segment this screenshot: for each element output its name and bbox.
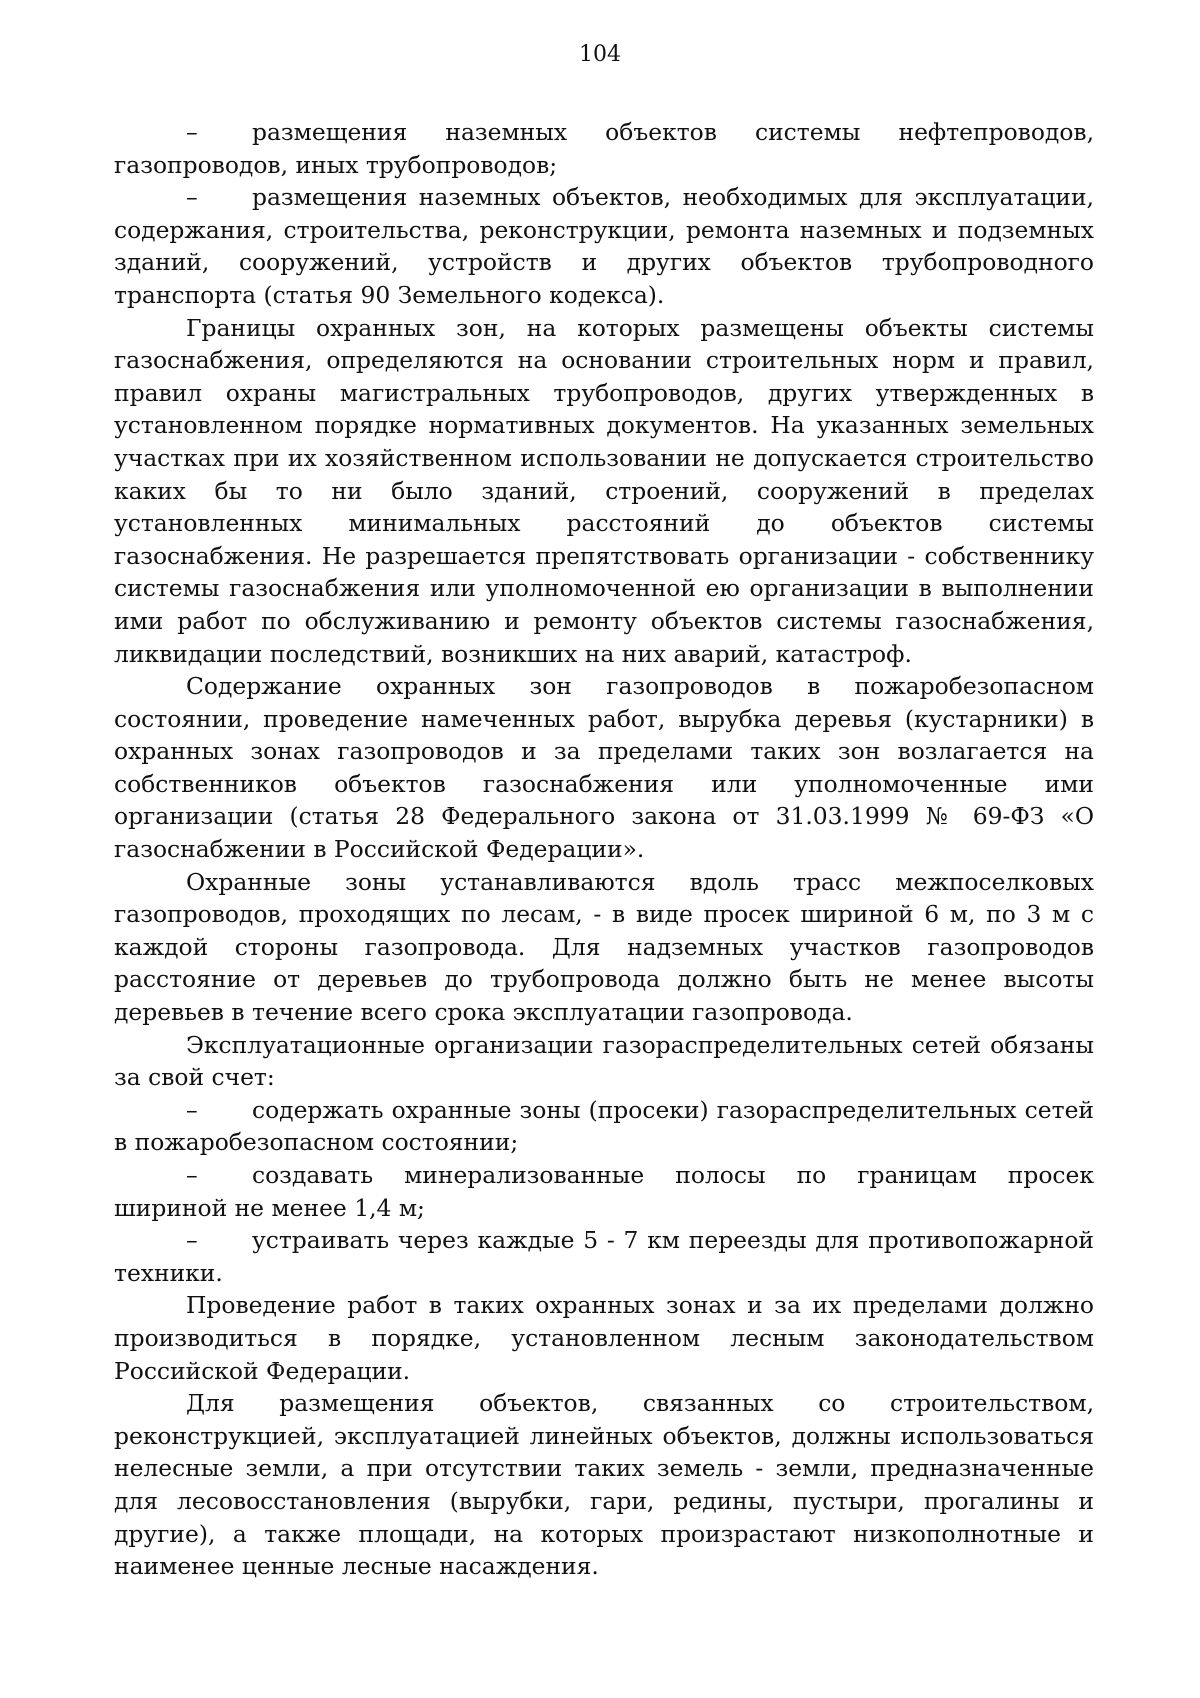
dash-marker: – [186, 1226, 198, 1255]
paragraph: Охранные зоны устанавливаются вдоль трасс межпоселковых газопроводов, проходящих по лесам, - в виде просек шириной 6 м, по 3 м с каждой стороны газопровода. Для надземных участков газопроводов расстояние от деревьев до трубопровода должно быть не менее высоты деревьев в течение всего срока эксплуатации газопровода. [114, 867, 1094, 1027]
dash-marker: – [186, 1095, 198, 1124]
dash-marker: – [186, 1161, 198, 1189]
list-item-dash [114, 1094, 1094, 1159]
paragraph: Проведение работ в таких охранных зонах и за их пределами должно производиться в порядке, установленном лесным законодательством Российской Федерации. [114, 1291, 1094, 1385]
list-item-text: создавать минерализованные полосы по границам просек шириной не менее 1,4 м; [114, 1161, 1094, 1222]
list-item-dash [114, 116, 1094, 181]
paragraph: Эксплуатационные организации газораспределительных сетей обязаны за свой счет: [114, 1030, 1094, 1092]
paragraph: Для размещения объектов, связанных со строительством, реконструкцией, эксплуатацией линейных объектов, должны использоваться нелесные земли, а при отсутствии таких земель - земли, предназначенные для лесовосстановления (вырубки, гари, редины, пустыри, прогалины и другие), а также площади, на которых произрастают низкополнотные и наименее ценные лесные насаждения. [114, 1389, 1094, 1581]
list-item-dash [114, 1224, 1094, 1289]
list-item-text: размещения наземных объектов, необходимых для эксплуатации, содержания, строительства, реконструкции, ремонта наземных и подземных зданий, сооружений, устройств и других объектов трубопроводного транспорта (статья 90 Земельного кодекса). [114, 183, 1094, 309]
list-item-dash [114, 1159, 1094, 1224]
paragraph: Содержание охранных зон газопроводов в пожаробезопасном состоянии, проведение намеченных работ, вырубка деревья (кустарники) в охранных зонах газопроводов и за пределами таких зон возлагается на собственников объектов газоснабжения или уполномоченные ими организации (статья 28 Федерального закона от 31.03.1999 № 69-ФЗ «О газоснабжении в Российской Федерации». [114, 672, 1094, 864]
list-item-dash [114, 181, 1094, 311]
list-item-text: содержать охранные зоны (просеки) газораспределительных сетей в пожаробезопасном состоянии; [114, 1095, 1094, 1157]
document-body [114, 116, 1094, 1583]
dash-marker: – [186, 118, 198, 146]
list-item-text: устраивать через каждые 5 - 7 км переезды для противопожарной техники. [114, 1226, 1094, 1287]
paragraph: Границы охранных зон, на которых размещены объекты системы газоснабжения, определяются на основании строительных норм и правил, правил охраны магистральных трубопроводов, других утвержденных в установленном порядке нормативных документов. На указанных земельных участках при их хозяйственном использовании не допускается строительство каких бы то ни было зданий, строений, сооружений в пределах установленных минимальных расстояний до объектов системы газоснабжения. Не разрешается препятствовать организации - собственнику системы газоснабжения или уполномоченной ею организации в выполнении ими работ по обслуживанию и ремонту объектов системы газоснабжения, ликвидации последствий, возникших на них аварий, катастроф. [114, 313, 1094, 668]
dash-marker: – [186, 183, 198, 212]
page-number: 104 [579, 42, 621, 67]
list-item-text: размещения наземных объектов системы нефтепроводов, газопроводов, иных трубопроводов; [114, 118, 1094, 179]
